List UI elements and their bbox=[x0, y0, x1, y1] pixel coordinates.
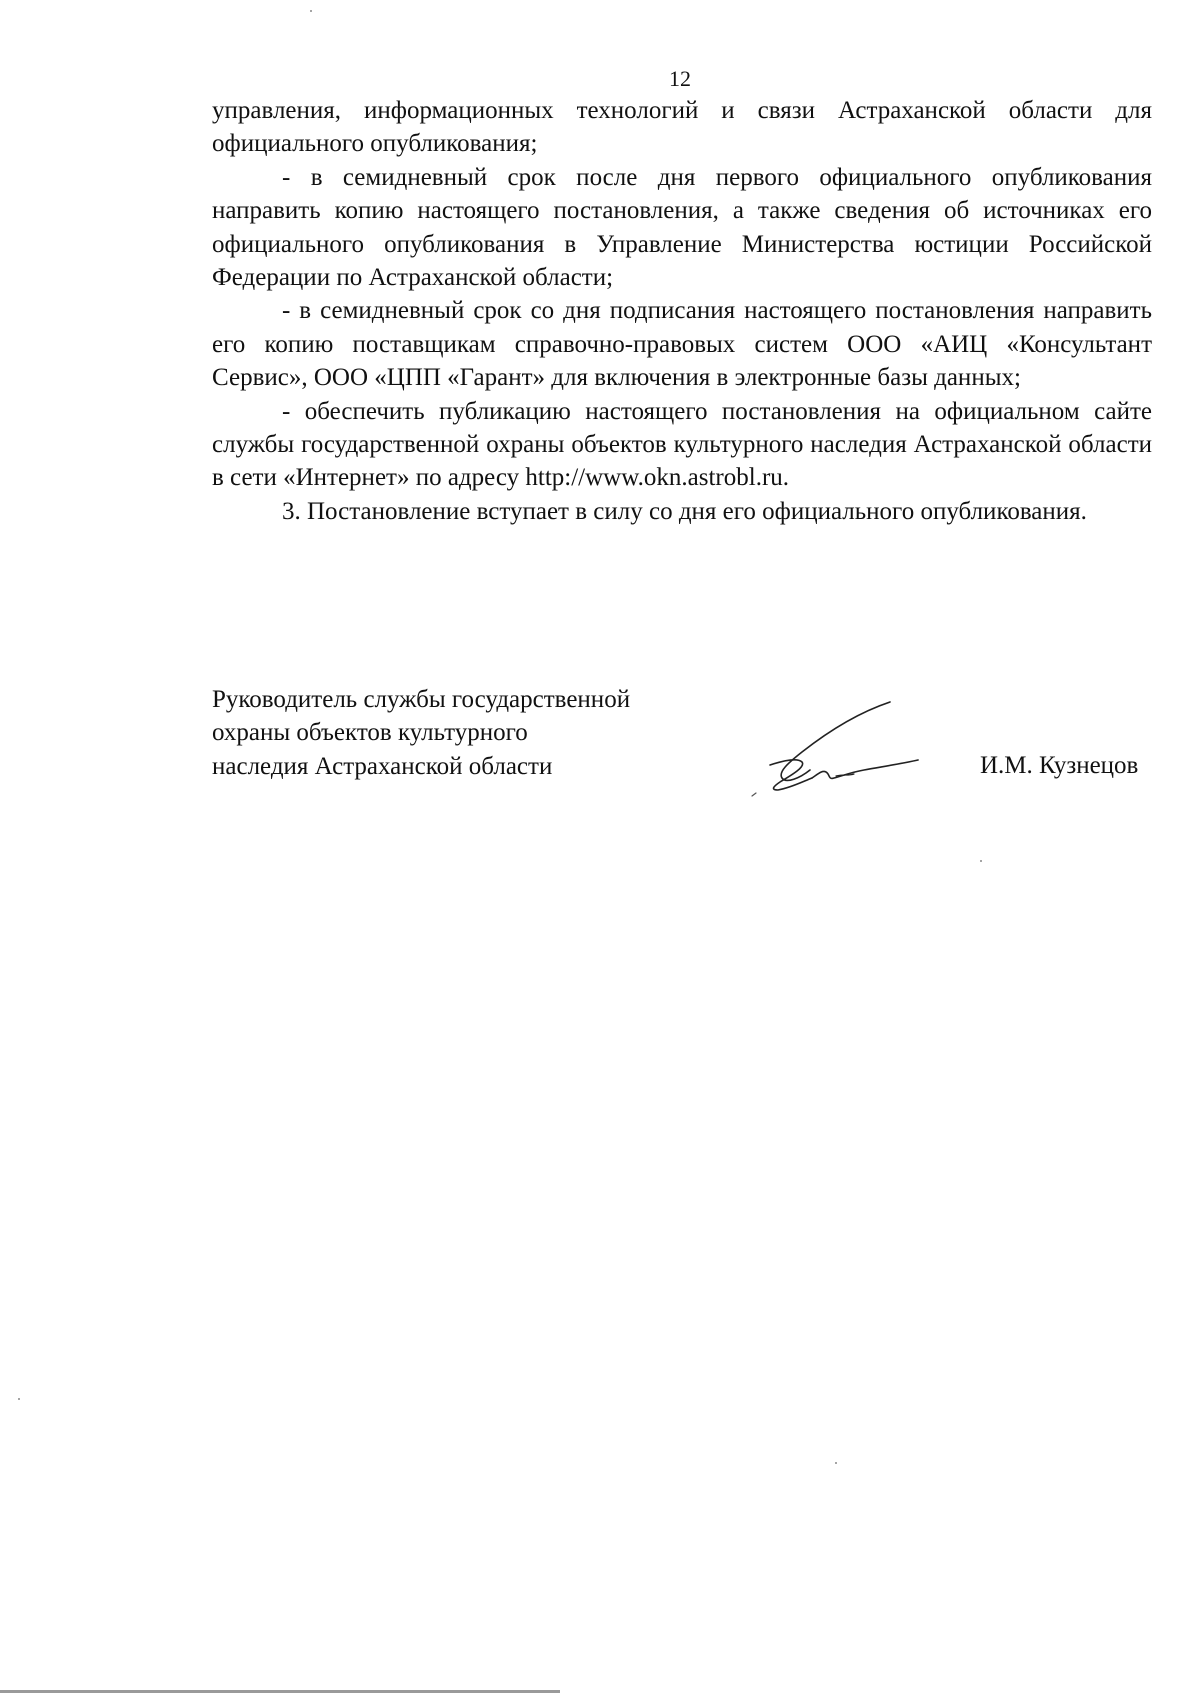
paragraph-item-publication-copy: - в семидневный срок после дня первого официального опубликования направить копию настоящего постановления, а также сведения об источниках его официального опубликования в Управление Министерства юстиции Российской Федерации по Астраханской области; bbox=[212, 163, 1152, 292]
paragraph-clause-3: 3. Постановление вступает в силу со дня его официального опубликования. bbox=[282, 497, 1087, 525]
scan-speck bbox=[980, 860, 982, 862]
signatory-position-line: охраны объектов культурного bbox=[212, 719, 528, 747]
signatory-position bbox=[212, 683, 732, 783]
signatory-position-line: наследия Астраханской области bbox=[212, 752, 553, 780]
scan-speck bbox=[18, 1398, 20, 1400]
scan-speck bbox=[310, 10, 312, 12]
paragraph-continuation: управления, информационных технологий и связи Астраханской области для официального опубликования; bbox=[212, 97, 1152, 158]
page-number: 12 bbox=[669, 66, 691, 91]
signatory-position-line: Руководитель службы государственной bbox=[212, 686, 631, 713]
scan-speck bbox=[835, 1462, 837, 1464]
handwritten-signature bbox=[740, 690, 940, 800]
scan-bottom-edge bbox=[0, 1690, 560, 1693]
signatory-name: И.М. Кузнецов bbox=[980, 752, 1139, 779]
body-text bbox=[212, 94, 1152, 528]
paragraph-item-legal-systems: - в семидневный срок со дня подписания настоящего постановления направить его копию поставщикам справочно-правовых систем ООО «АИЦ «Консультант Сервис», ООО «ЦПП «Гарант» для включения в электронные базы данных; bbox=[212, 297, 1152, 392]
paragraph-item-website: - обеспечить публикацию настоящего постановления на официальном сайте службы государственной охраны объектов культурного наследия Астраханской области в сети «Интернет» по адресу http://www.okn.astrobl.ru. bbox=[212, 397, 1152, 492]
